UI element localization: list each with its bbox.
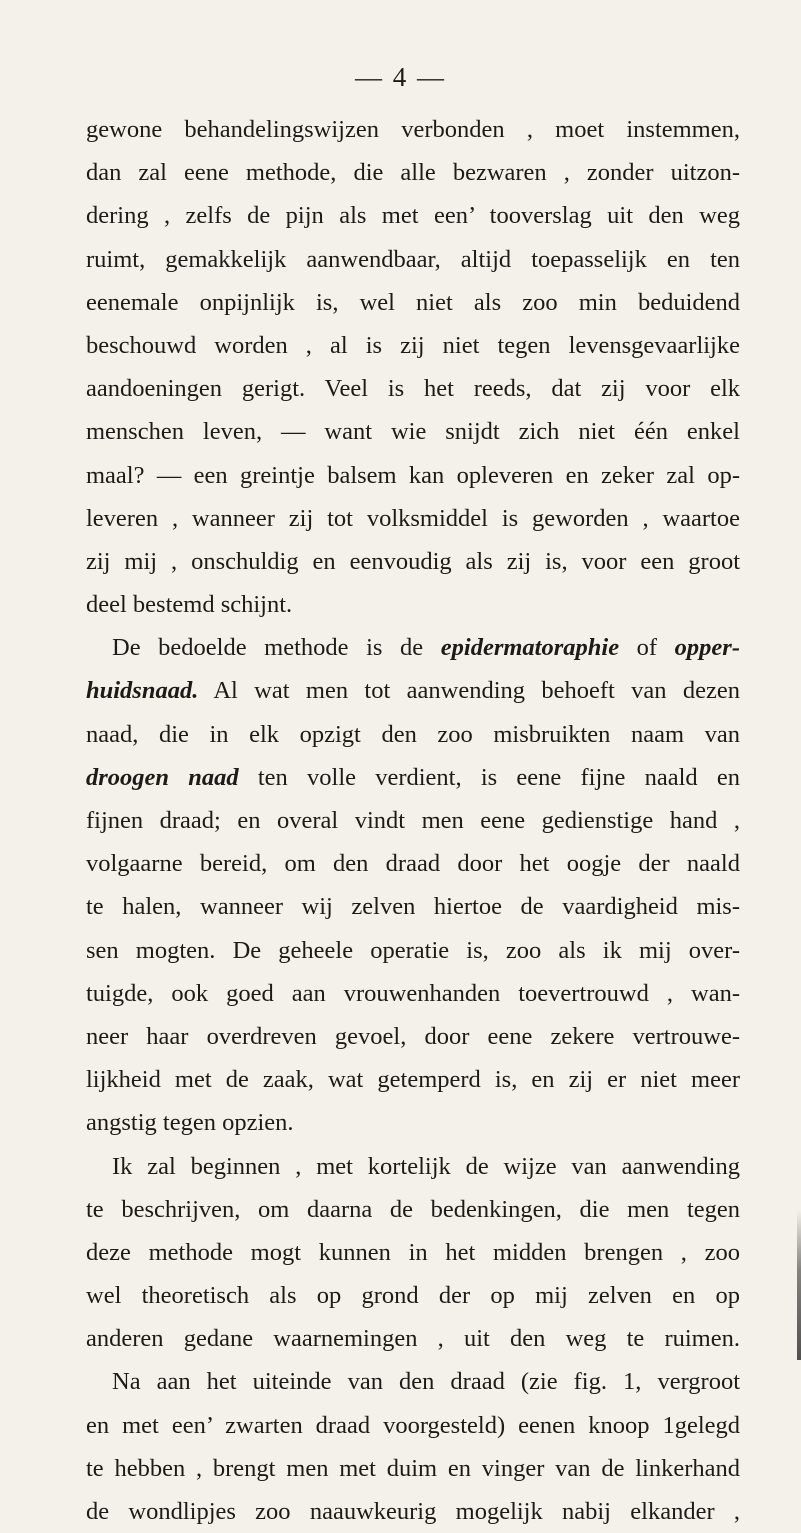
text-line: eenemale onpijnlijk is, wel niet als zoo min beduidend — [86, 288, 740, 316]
text-line: te beschrijven, om daarna de bedenkingen, die men tegen — [86, 1195, 740, 1223]
text-run: De bedoelde methode is de — [112, 634, 441, 662]
text-line: deze methode mogt kunnen in het midden brengen , zoo — [86, 1238, 740, 1266]
text-run: ten volle verdient, is eene fijne naald en — [238, 763, 740, 791]
text-line: fijnen draad; en overal vindt men eene gedienstige hand , — [86, 807, 740, 834]
text-line: gewone behandelingswijzen verbonden , moet instemmen, — [86, 116, 740, 143]
text-line: angstig tegen opzien. — [86, 1109, 294, 1137]
emphasis-text: droogen naad — [86, 763, 239, 791]
body-text — [86, 108, 740, 1533]
emphasis-text: epidermatoraphie — [440, 634, 620, 662]
text-line: wel theoretisch als op grond der op mij zelven en op — [86, 1282, 740, 1310]
text-line: zij mij , onschuldig en eenvoudig als zij is, voor een groot — [86, 547, 740, 575]
text-line: te halen, wanneer wij zelven hiertoe de vaardigheid mis- — [86, 893, 740, 921]
text-line — [86, 626, 740, 669]
text-line: beschouwd worden , al is zij niet tegen levensgevaarlijke — [86, 331, 740, 359]
emphasis-text: opper- — [674, 634, 740, 662]
text-line: tuigde, ook goed aan vrouwenhanden toevertrouwd , wan- — [86, 979, 740, 1007]
text-line: en met een’ zwarten draad voorgesteld) eenen knoop 1gelegd — [86, 1411, 740, 1439]
text-line: deel bestemd schijnt. — [86, 591, 293, 619]
text-line: volgaarne bereid, om den draad door het oogje der naald — [86, 850, 740, 878]
emphasis-text: huidsnaad. — [86, 677, 199, 705]
text-line — [86, 669, 740, 712]
page-number: — 4 — — [355, 62, 446, 92]
text-line: anderen gedane waarnemingen , uit den weg te ruimen. — [86, 1325, 740, 1353]
text-run: Al wat men tot aanwending behoeft van dezen — [198, 677, 740, 705]
text-line: naad, die in elk opzigt den zoo misbruikten naam van — [86, 720, 740, 748]
text-line: leveren , wanneer zij tot volksmiddel is geworden , waartoe — [86, 504, 740, 532]
text-line: maal? — een greintje balsem kan opleveren en zeker zal op- — [86, 461, 740, 489]
text-run: of — [619, 634, 675, 662]
text-line: sen mogten. De geheele operatie is, zoo als ik mij over- — [86, 936, 740, 964]
page-edge-shadow — [797, 1210, 801, 1360]
text-line: dering , zelfs de pijn als met een’ tooverslag uit den weg — [86, 202, 740, 230]
text-line: neer haar overdreven gevoel, door eene zekere vertrouwe- — [86, 1022, 740, 1050]
text-line: de wondlipjes zoo naauwkeurig mogelijk nabij elkander , — [86, 1498, 740, 1525]
text-line: Ik zal beginnen , met kortelijk de wijze van aanwending — [112, 1152, 740, 1180]
text-line: dan zal eene methode, die alle bezwaren , zonder uitzon- — [86, 159, 740, 187]
text-line: lijkheid met de zaak, wat getemperd is, en zij er niet meer — [86, 1066, 740, 1094]
text-line: Na aan het uiteinde van den draad (zie fig. 1, vergroot — [112, 1368, 740, 1396]
text-line: aandoeningen gerigt. Veel is het reeds, dat zij voor elk — [86, 375, 740, 403]
text-line: te hebben , brengt men met duim en vinger van de linkerhand — [86, 1454, 740, 1482]
text-line: ruimt, gemakkelijk aanwendbaar, altijd toepasselijk en ten — [86, 245, 740, 273]
text-line — [86, 756, 740, 799]
text-line: menschen leven, — want wie snijdt zich niet één enkel — [86, 418, 740, 446]
